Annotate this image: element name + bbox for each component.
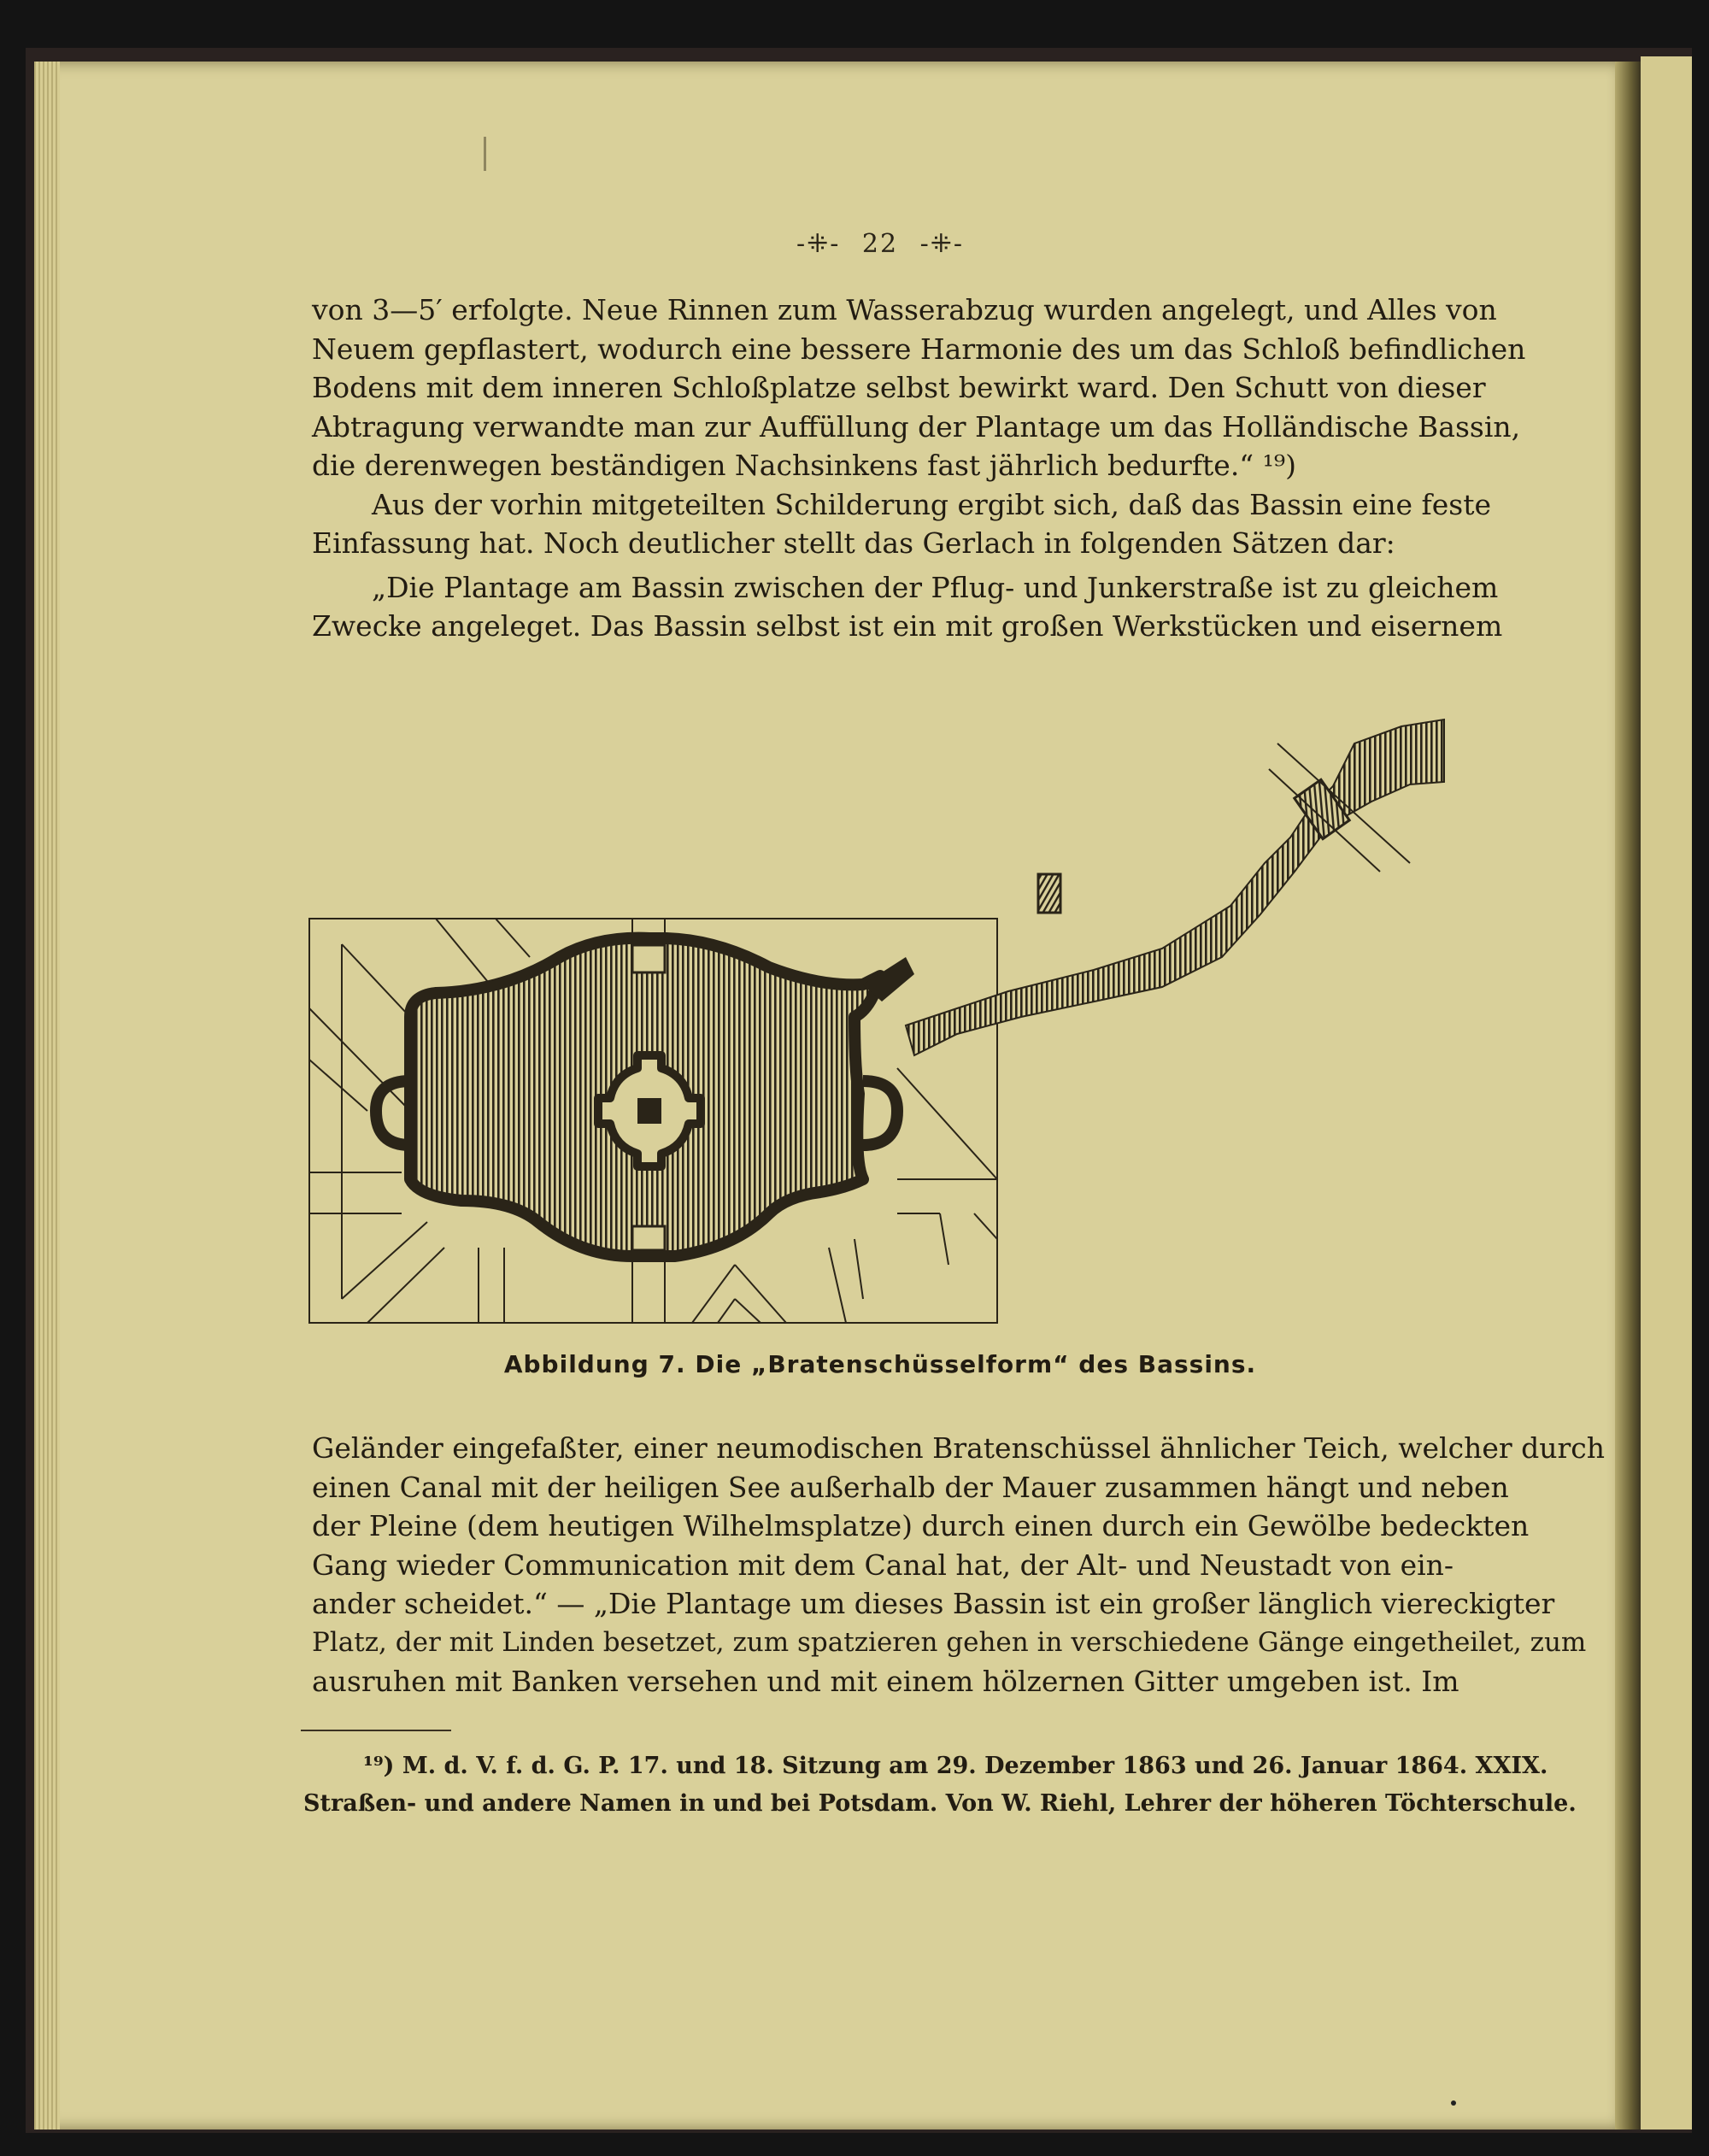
text-line: Bodens mit dem inneren Schloßplatze selbst bewirkt ward. Den Schutt von dieser xyxy=(312,371,1486,404)
body-text-top xyxy=(312,291,1526,646)
text-line: die derenwegen beständigen Nachsinkens fast jährlich bedurfte.“ ¹⁹) xyxy=(312,449,1297,482)
text-line: von 3—5′ erfolgte. Neue Rinnen zum Wasserabzug wurden angelegt, und Alles von xyxy=(312,293,1497,326)
ink-speck xyxy=(1451,2100,1456,2106)
steps-bottom xyxy=(632,1226,665,1250)
text-line: ander scheidet.“ — „Die Plantage um dieses Bassin ist ein großer länglich viereckigter xyxy=(312,1587,1555,1620)
body-text-bottom xyxy=(312,1429,1606,1701)
paper-mark xyxy=(484,137,486,171)
page-stack-edge xyxy=(34,62,60,2130)
page-ornament-right: -⁜- xyxy=(919,229,965,259)
book-gutter xyxy=(1615,62,1641,2130)
small-block xyxy=(1038,874,1060,913)
text-line: der Pleine (dem heutigen Wilhelmsplatze) durch einen durch ein Gewölbe bedeckten xyxy=(312,1509,1530,1542)
text-line: Einfassung hat. Noch deutlicher stellt das Gerlach in folgenden Sätzen dar: xyxy=(312,526,1395,560)
footnote-line: ¹⁹) M. d. V. f. d. G. P. 17. und 18. Sitzung am 29. Dezember 1863 und 26. Januar 1864. XXIX. xyxy=(363,1753,1548,1779)
footnote-line: Straßen- und andere Namen in und bei Potsdam. Von W. Riehl, Lehrer der höheren Töchterschule. xyxy=(303,1790,1577,1817)
text-line: „Die Plantage am Bassin zwischen der Pflug- und Junkerstraße ist zu gleichem xyxy=(372,570,1499,604)
text-line: Zwecke angeleget. Das Bassin selbst ist ein mit großen Werkstücken und eisernem xyxy=(312,609,1503,643)
text-line: Platz, der mit Linden besetzet, zum spatzieren gehen in verschiedene Gänge eingetheilet, zum xyxy=(312,1626,1587,1658)
footnote xyxy=(303,1748,1577,1823)
steps-top xyxy=(632,945,665,972)
text-line: Neuem gepflastert, wodurch eine bessere Harmonie des um das Schloß befindlichen xyxy=(312,332,1526,366)
page-ornament-left: -⁜- xyxy=(796,229,841,259)
footnote-rule xyxy=(301,1730,451,1731)
page-number xyxy=(769,229,991,259)
facing-page-edge xyxy=(1641,56,1692,2130)
text-line: Gang wieder Communication mit dem Canal hat, der Alt- und Neustadt von ein- xyxy=(312,1548,1454,1582)
figure-caption: Abbildung 7. Die „Bratenschüsselform“ des Bassins. xyxy=(503,1350,1257,1378)
text-line: einen Canal mit der heiligen See außerhalb der Mauer zusammen hängt und neben xyxy=(312,1470,1509,1504)
canal xyxy=(906,803,1333,1055)
text-line: Geländer eingefaßter, einer neumodischen Bratenschüssel ähnlicher Teich, welcher durch xyxy=(312,1431,1606,1465)
page-number-value: 22 xyxy=(861,229,899,259)
bassin-apse-right xyxy=(863,1081,897,1145)
text-line: ausruhen mit Banken versehen und mit einem hölzernen Gitter umgeben ist. Im xyxy=(312,1665,1459,1698)
text-line: Abtragung verwandte man zur Auffüllung der Plantage um das Holländische Bassin, xyxy=(312,409,1521,444)
text-line: Aus der vorhin mitgeteilten Schilderung ergibt sich, daß das Bassin eine feste xyxy=(372,487,1491,521)
bassin-plan-figure xyxy=(308,667,1453,1333)
